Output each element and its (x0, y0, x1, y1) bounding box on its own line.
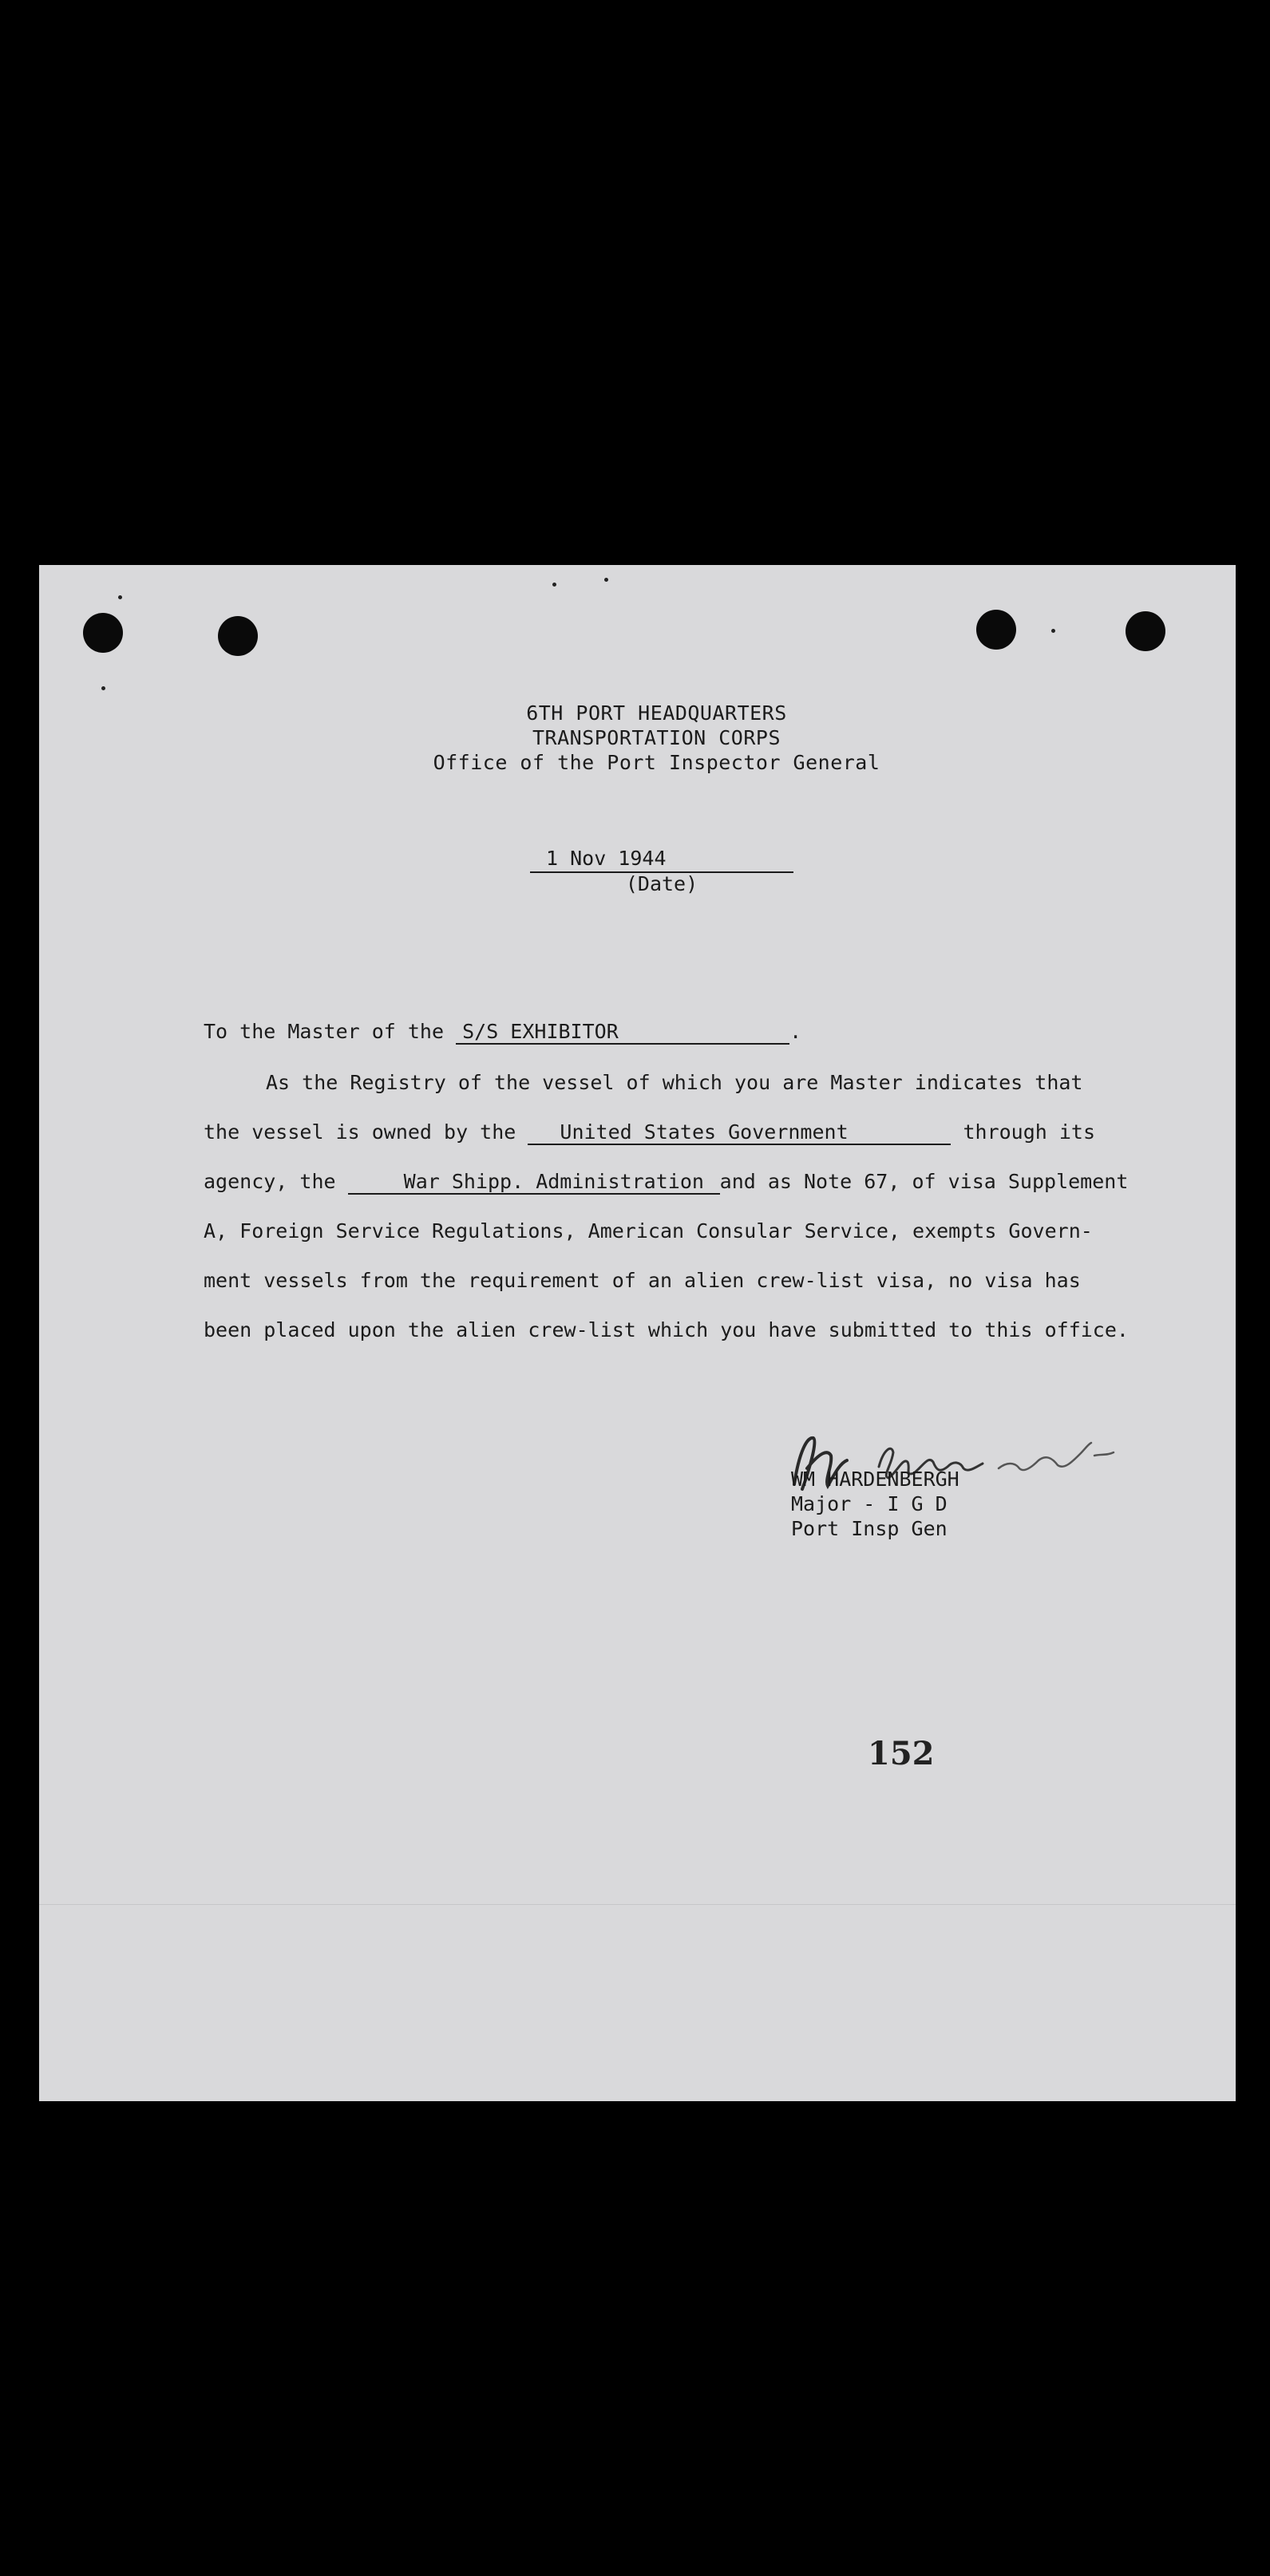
punch-hole-1 (83, 613, 123, 653)
paper-speck (552, 583, 556, 587)
letterhead-line-1: 6TH PORT HEADQUARTERS (526, 701, 787, 725)
body-line-6: been placed upon the alien crew-list which you have submitted to this office. (204, 1318, 1129, 1341)
document-page (39, 565, 1236, 2101)
addressee-prefix: To the Master of the (204, 1020, 445, 1043)
paper-speck (1051, 629, 1055, 633)
signer-title: Port Insp Gen (791, 1517, 948, 1540)
body-line-4: A, Foreign Service Regulations, American Consular Service, exempts Govern- (204, 1219, 1093, 1243)
addressee-suffix: . (789, 1020, 802, 1043)
signer-name: WM HARDENBERGH (791, 1468, 959, 1491)
body-line-3-end: and as Note 67, of visa Supplement (719, 1170, 1129, 1193)
body-line-3-start: agency, the (204, 1170, 336, 1193)
paper-speck (604, 578, 608, 582)
body-line-5: ment vessels from the requirement of an alien crew-list visa, no visa has (204, 1269, 1081, 1292)
punch-hole-3 (976, 610, 1016, 650)
body-line-2 (204, 1120, 1095, 1145)
vessel-agency: War Shipp. Administration (348, 1170, 720, 1195)
signer-rank: Major - I G D (791, 1492, 948, 1515)
letterhead-line-3: Office of the Port Inspector General (433, 751, 880, 774)
vessel-owner: United States Government (528, 1120, 951, 1145)
letterhead-line-2: TRANSPORTATION CORPS (532, 726, 781, 749)
date-caption: (Date) (625, 872, 698, 895)
page-number: 152 (868, 1735, 935, 1772)
letterhead (39, 701, 1236, 775)
body-line-2-end: through its (963, 1120, 1096, 1144)
addressee-line (204, 1020, 801, 1045)
paper-speck (101, 686, 105, 690)
date-block (530, 846, 793, 895)
body-line-3 (204, 1170, 1128, 1195)
punch-hole-4 (1126, 611, 1165, 651)
body-line-1: As the Registry of the vessel of which you are Master indicates that (266, 1071, 1083, 1094)
date-value: 1 Nov 1944 (530, 846, 793, 873)
body-line-2-start: the vessel is owned by the (204, 1120, 516, 1144)
fold-line (39, 1904, 1236, 1905)
signature-block (791, 1467, 959, 1541)
paper-speck (118, 595, 122, 599)
vessel-name: S/S EXHIBITOR (456, 1020, 789, 1045)
punch-hole-2 (218, 616, 258, 656)
